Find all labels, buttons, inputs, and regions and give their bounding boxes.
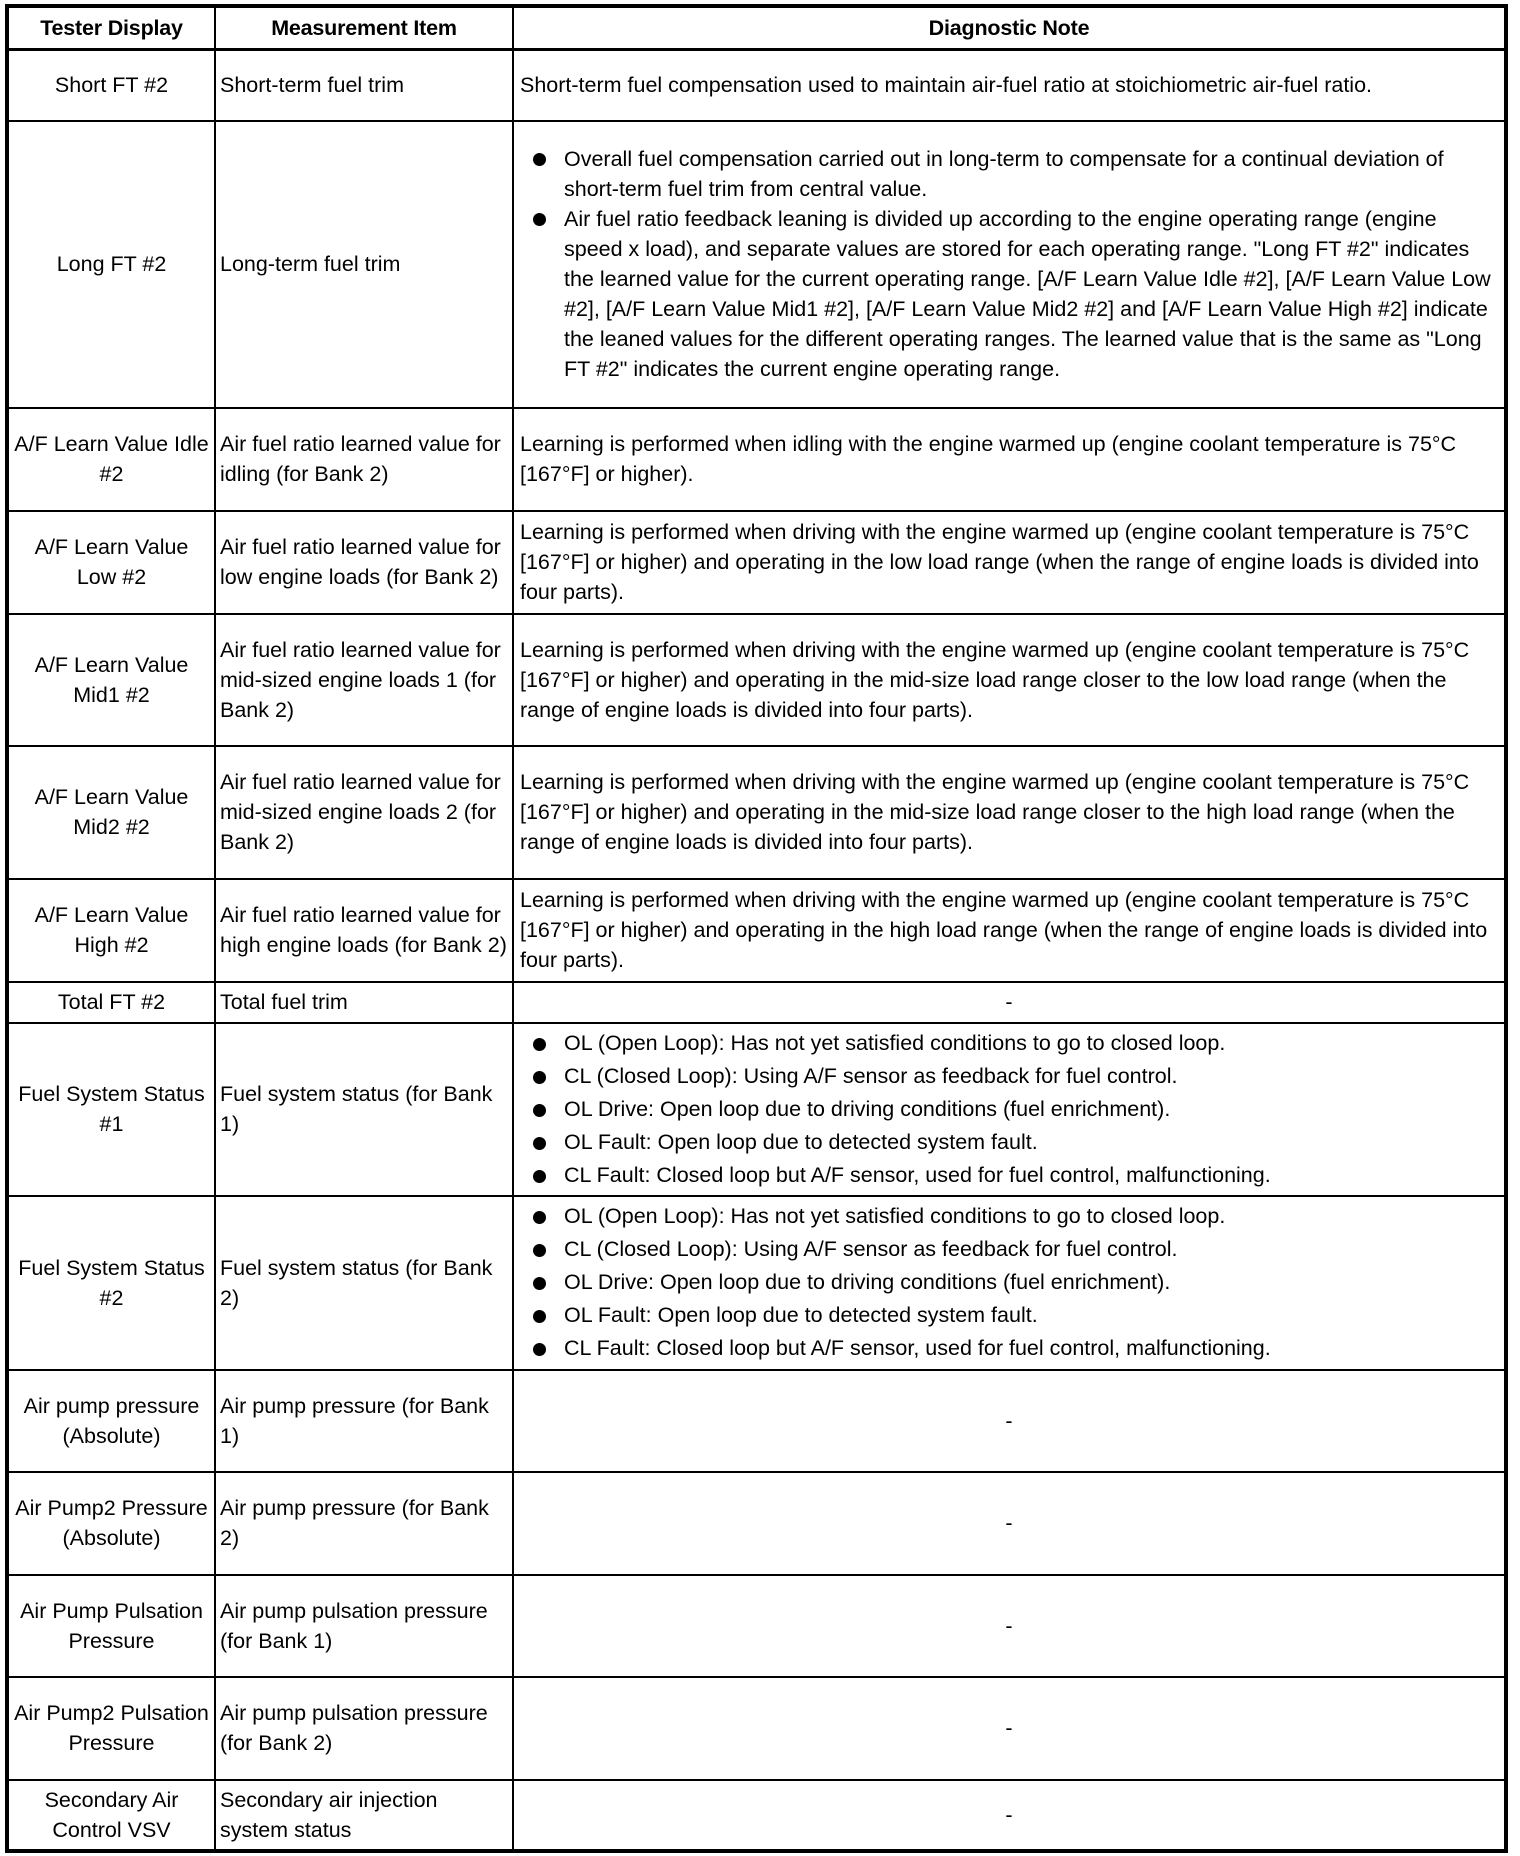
bullet-text: Overall fuel compensation carried out in long-term to compensate for a continual deviation of short-term fuel trim from central value. [564,147,1444,201]
table-row [7,1196,1506,1370]
bullet-icon [533,1211,546,1224]
measurement-item-cell: Air pump pulsation pressure (for Bank 2) [215,1677,513,1780]
measurement-item-cell: Air fuel ratio learned value for idling (for Bank 2) [215,408,513,511]
measurement-item-cell: Air fuel ratio learned value for high engine loads (for Bank 2) [215,879,513,982]
tester-display-cell: Fuel System Status #2 [7,1196,215,1370]
tester-display-cell: Air Pump2 Pressure (Absolute) [7,1472,215,1575]
bullet-item [564,1299,1498,1332]
bullet-item [564,1060,1498,1093]
bullet-item [564,1027,1498,1060]
tester-display-cell: A/F Learn Value Idle #2 [7,408,215,511]
bullet-icon [533,153,546,166]
measurement-item-cell: Air fuel ratio learned value for mid-sized engine loads 1 (for Bank 2) [215,614,513,746]
diagnostic-note-bullet-list [520,144,1498,384]
diagnostic-note-bullet-list [520,1027,1498,1192]
bullet-icon [533,1137,546,1150]
tester-display-cell: Secondary Air Control VSV [7,1780,215,1851]
diagnostic-data-table [5,4,1508,1853]
bullet-icon [533,1170,546,1183]
measurement-item-cell: Long-term fuel trim [215,121,513,408]
diagnostic-note-cell: - [513,1677,1506,1780]
diagnostic-note-cell: - [513,1780,1506,1851]
bullet-text: OL Drive: Open loop due to driving conditions (fuel enrichment). [564,1096,1171,1121]
table-row [7,1677,1506,1780]
diagnostic-note-cell [513,1023,1506,1196]
measurement-item-cell: Air fuel ratio learned value for low engine loads (for Bank 2) [215,511,513,614]
measurement-item-cell: Secondary air injection system status [215,1780,513,1851]
diagnostic-note-cell: Learning is performed when driving with the engine warmed up (engine coolant temperature is 75°C [167°F] or higher) and operating in the mid-size load range closer to the high load range (when the range of engine loads is divided into four parts). [513,746,1506,879]
bullet-item [564,1266,1498,1299]
tester-display-cell: Air pump pressure (Absolute) [7,1370,215,1472]
tester-display-cell: A/F Learn Value Mid1 #2 [7,614,215,746]
measurement-item-cell: Air pump pulsation pressure (for Bank 1) [215,1575,513,1677]
column-header-diagnostic-note: Diagnostic Note [513,6,1506,50]
bullet-text: OL Fault: Open loop due to detected system fault. [564,1303,1038,1327]
table-row [7,879,1506,982]
diagnostic-note-cell: - [513,1472,1506,1575]
diagnostic-note-cell: Learning is performed when driving with the engine warmed up (engine coolant temperature is 75°C [167°F] or higher) and operating in the mid-size load range closer to the low load range (when the range of engine loads is divided into four parts). [513,614,1506,746]
diagnostic-note-cell: - [513,1575,1506,1677]
table-row [7,746,1506,879]
bullet-text: OL Drive: Open loop due to driving conditions (fuel enrichment). [564,1270,1171,1294]
bullet-item [564,1332,1498,1365]
column-header-tester-display: Tester Display [7,6,215,50]
table-row [7,511,1506,614]
table-row [7,50,1506,121]
bullet-text: CL Fault: Closed loop but A/F sensor, used for fuel control, malfunctioning. [564,1162,1271,1187]
measurement-item-cell: Air fuel ratio learned value for mid-sized engine loads 2 (for Bank 2) [215,746,513,879]
diagnostic-note-cell [513,121,1506,408]
tester-display-cell: Short FT #2 [7,50,215,121]
bullet-icon [533,1277,546,1290]
tester-display-cell: Fuel System Status #1 [7,1023,215,1196]
table-header-row [7,6,1506,50]
bullet-text: OL (Open Loop): Has not yet satisfied conditions to go to closed loop. [564,1204,1226,1228]
bullet-icon [533,1038,546,1051]
tester-display-cell: Air Pump Pulsation Pressure [7,1575,215,1677]
table-row [7,982,1506,1023]
measurement-item-cell: Fuel system status (for Bank 1) [215,1023,513,1196]
tester-display-cell: Long FT #2 [7,121,215,408]
measurement-item-cell: Short-term fuel trim [215,50,513,121]
table-row [7,408,1506,511]
diagnostic-note-cell: - [513,1370,1506,1472]
table-row [7,1780,1506,1851]
bullet-icon [533,1104,546,1117]
measurement-item-cell: Fuel system status (for Bank 2) [215,1196,513,1370]
bullet-text: CL (Closed Loop): Using A/F sensor as feedback for fuel control. [564,1237,1178,1261]
bullet-icon [533,1310,546,1323]
table-row [7,1472,1506,1575]
bullet-icon [533,213,546,226]
bullet-item [564,1126,1498,1159]
diagnostic-note-cell: Learning is performed when driving with the engine warmed up (engine coolant temperature is 75°C [167°F] or higher) and operating in the high load range (when the range of engine loads is divided into four parts). [513,879,1506,982]
bullet-item [564,144,1498,204]
column-header-measurement-item: Measurement Item [215,6,513,50]
tester-display-cell: A/F Learn Value Low #2 [7,511,215,614]
bullet-text: Air fuel ratio feedback leaning is divided up according to the engine operating range (engine speed x load), and separate values are stored for each operating range. "Long FT #2" indicates the learned value for the current operating range. [A/F Learn Value Idle #2], [A/F Learn Value Low #2], [A/F Learn Value Mid1 #2], [A/F Learn Value Mid2 #2] and [A/F Learn Value High #2] indicate the leaned values for the different operating ranges. The learned value that is the same as "Long FT #2" indicates the current engine operating range. [564,207,1491,381]
bullet-item [564,1159,1498,1192]
diagnostic-note-bullet-list [520,1200,1498,1365]
bullet-icon [533,1071,546,1084]
table-row [7,614,1506,746]
measurement-item-cell: Total fuel trim [215,982,513,1023]
bullet-item [564,204,1498,384]
bullet-text: OL Fault: Open loop due to detected system fault. [564,1129,1038,1154]
diagnostic-note-cell [513,1196,1506,1370]
table-row [7,1575,1506,1677]
table-row [7,121,1506,408]
bullet-item [564,1200,1498,1233]
diagnostic-note-cell: Learning is performed when idling with the engine warmed up (engine coolant temperature is 75°C [167°F] or higher). [513,408,1506,511]
diagnostic-note-cell: Short-term fuel compensation used to maintain air-fuel ratio at stoichiometric air-fuel ratio. [513,50,1506,121]
tester-display-cell: Total FT #2 [7,982,215,1023]
tester-display-cell: A/F Learn Value High #2 [7,879,215,982]
tester-display-cell: A/F Learn Value Mid2 #2 [7,746,215,879]
diagnostic-note-cell: Learning is performed when driving with the engine warmed up (engine coolant temperature is 75°C [167°F] or higher) and operating in the low load range (when the range of engine loads is divided into four parts). [513,511,1506,614]
table-row [7,1023,1506,1196]
measurement-item-cell: Air pump pressure (for Bank 2) [215,1472,513,1575]
bullet-icon [533,1343,546,1356]
bullet-text: CL Fault: Closed loop but A/F sensor, used for fuel control, malfunctioning. [564,1336,1271,1360]
measurement-item-cell: Air pump pressure (for Bank 1) [215,1370,513,1472]
bullet-text: CL (Closed Loop): Using A/F sensor as feedback for fuel control. [564,1063,1178,1088]
diagnostic-note-cell: - [513,982,1506,1023]
tester-display-cell: Air Pump2 Pulsation Pressure [7,1677,215,1780]
bullet-item [564,1093,1498,1126]
table-row [7,1370,1506,1472]
bullet-icon [533,1244,546,1257]
bullet-item [564,1233,1498,1266]
bullet-text: OL (Open Loop): Has not yet satisfied conditions to go to closed loop. [564,1030,1226,1055]
